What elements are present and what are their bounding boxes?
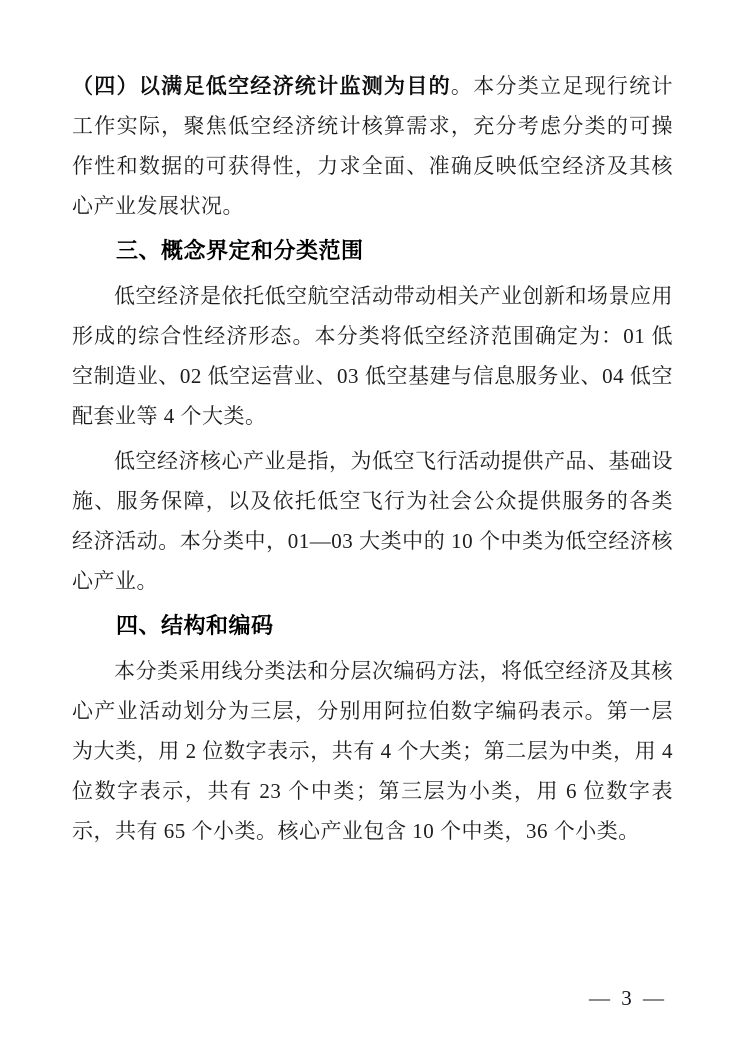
paragraph-objective	[72, 66, 673, 226]
paragraph-objective-text: 。本分类立足现行统计工作实际，聚焦低空经济统计核算需求，充分考虑分类的可操作性和数据的可获得性，力求全面、准确反映低空经济及其核心产业发展状况。	[72, 74, 674, 218]
heading-concept-definition-scope: 三、概念界定和分类范围	[116, 238, 364, 263]
paragraph-low-altitude-economy-definition: 低空经济是依托低空航空活动带动相关产业创新和场景应用形成的综合性经济形态。本分类将低空经济范围确定为：01 低空制造业、02 低空运营业、03 低空基建与信息服务业、04 低空配套业等 4 个大类。	[72, 284, 673, 428]
heading-structure-and-coding: 四、结构和编码	[116, 613, 274, 638]
paragraph-objective-bold-lead: （四）以满足低空经济统计监测为目的	[72, 74, 451, 98]
page-number: — 3 —	[589, 986, 667, 1010]
page-content	[72, 66, 673, 856]
paragraph-core-industry-definition: 低空经济核心产业是指，为低空飞行活动提供产品、基础设施、服务保障，以及依托低空飞行为社会公众提供服务的各类经济活动。本分类中，01—03 大类中的 10 个中类为低空经济核心产业。	[72, 449, 673, 593]
paragraph-coding-structure: 本分类采用线分类法和分层次编码方法，将低空经济及其核心产业活动划分为三层，分别用阿拉伯数字编码表示。第一层为大类，用 2 位数字表示，共有 4 个大类；第二层为中类，用 4 位数字表示，共有 23 个中类；第三层为小类，用 6 位数字表示，共有 65 个小类。核心产业包含 10 个中类，36 个小类。	[72, 659, 673, 843]
